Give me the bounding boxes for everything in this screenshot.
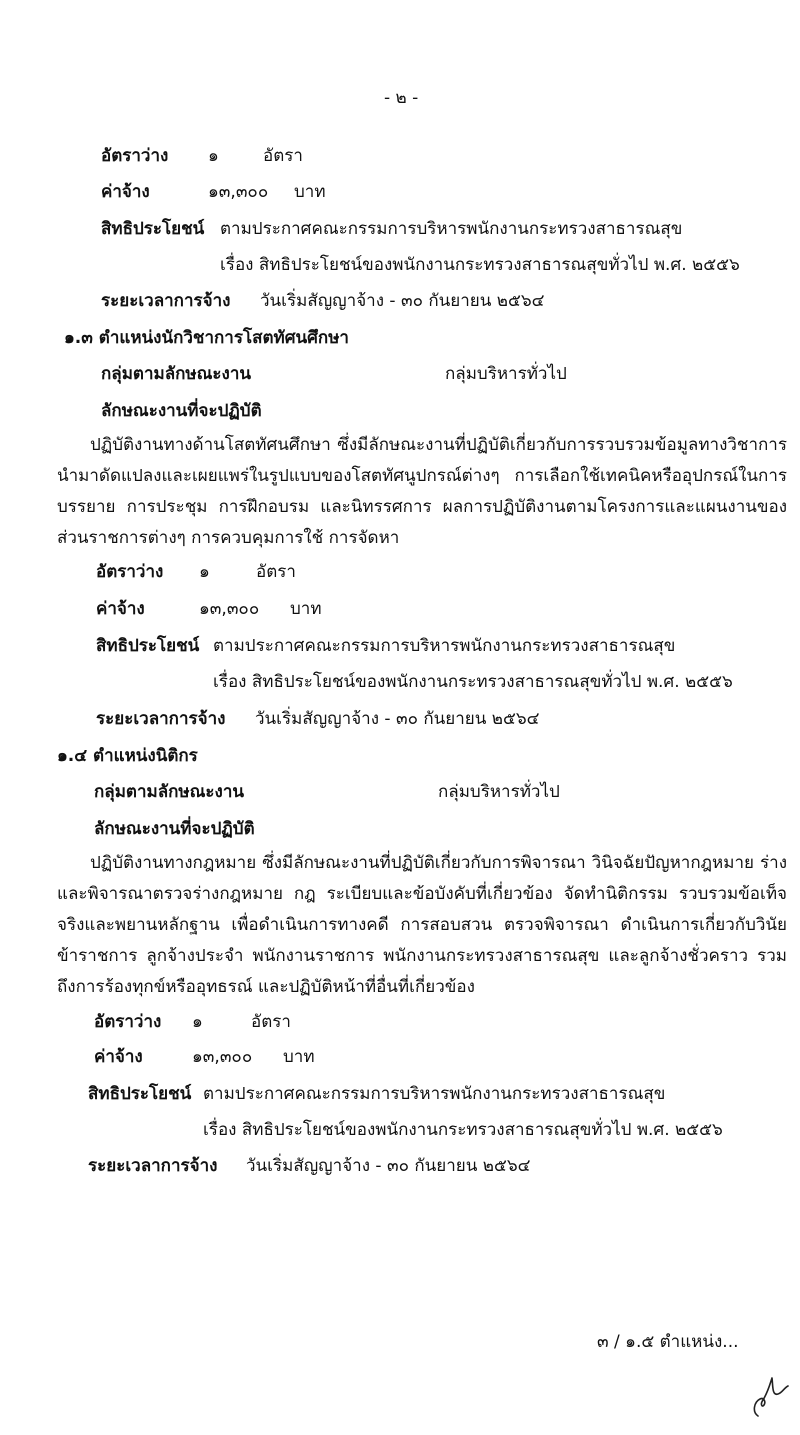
period-value: วันเริ่มสัญญาจ้าง - ๓๐ กันยายน ๒๕๖๔ <box>260 291 545 311</box>
period-label: ระยะเวลาการจ้าง <box>88 1156 218 1176</box>
wage-unit: บาท <box>283 1047 315 1067</box>
wage-unit: บาท <box>294 182 326 202</box>
wage-value: ๑๓,๓๐๐ <box>199 599 260 619</box>
benefit-line-1: ตามประกาศคณะกรรมการบริหารพนักงานกระทรวงสาธารณสุข <box>213 636 676 656</box>
vacancy-number: ๑ <box>192 1012 203 1032</box>
benefit-line-1: ตามประกาศคณะกรรมการบริหารพนักงานกระทรวงสาธารณสุข <box>220 219 683 239</box>
signature-initials-icon <box>748 1372 792 1420</box>
benefit-label: สิทธิประโยชน์ <box>96 636 200 656</box>
group-value: กลุ่มบริหารทั่วไป <box>445 364 567 384</box>
period-label: ระยะเวลาการจ้าง <box>96 709 226 729</box>
vacancy-number: ๑ <box>208 146 219 166</box>
duty-paragraph: ปฏิบัติงานทางด้านโสตทัศนศึกษา ซึ่งมีลักษณะงานที่ปฏิบัติเกี่ยวกับการรวบรวมข้อมูลทางวิชาการ นำมาดัดแปลงและเผยแพร่ในรูปแบบของโสตทัศนูปกรณ์ต่างๆ การเลือกใช้เทคนิคหรืออุปกรณ์ในการบรรยาย การประชุม การฝึกอบรม และนิทรรศการ ผลการปฏิบัติงานตามโครงการและแผนงานของส่วนราชการต่างๆ การควบคุมการใช้ การจัดหา <box>57 435 787 548</box>
wage-value: ๑๓,๓๐๐ <box>192 1047 253 1067</box>
vacancy-unit: อัตรา <box>256 562 296 582</box>
wage-label: ค่าจ้าง <box>101 182 150 202</box>
benefit-line-2: เรื่อง สิทธิประโยชน์ของพนักงานกระทรวงสาธารณสุขทั่วไป พ.ศ. ๒๕๕๖ <box>220 255 740 275</box>
duty-paragraph: ปฏิบัติงานทางกฎหมาย ซึ่งมีลักษณะงานที่ปฏิบัติเกี่ยวกับการพิจารณา วินิจฉัยปัญหากฎหมาย ร่าง และพิจารณาตรวจร่างกฎหมาย กฎ ระเบียบและข้อบังคับที่เกี่ยวข้อง จัดทำนิติกรรม รวบรวมข้อเท็จจริงและพยานหลักฐาน เพื่อดำเนินการทางคดี การสอบสวน ตรวจพิจารณา ดำเนินการเกี่ยวกับวินัยข้าราชการ ลูกจ้างประจำ พนักงานราชการ พนักงานกระทรวงสาธารณสุข และลูกจ้างชั่วคราว รวมถึงการร้องทุกข์หรืออุทธรณ์ และปฏิบัติหน้าที่อื่นที่เกี่ยวข้อง <box>57 853 787 997</box>
vacancy-unit: อัตรา <box>263 146 303 166</box>
group-value: กลุ่มบริหารทั่วไป <box>438 782 560 802</box>
period-label: ระยะเวลาการจ้าง <box>101 291 231 311</box>
benefit-line-2: เรื่อง สิทธิประโยชน์ของพนักงานกระทรวงสาธารณสุขทั่วไป พ.ศ. ๒๕๕๖ <box>213 672 733 692</box>
vacancy-label: อัตราว่าง <box>101 146 169 166</box>
vacancy-unit: อัตรา <box>251 1012 291 1032</box>
period-value: วันเริ่มสัญญาจ้าง - ๓๐ กันยายน ๒๕๖๔ <box>246 1156 531 1176</box>
group-label: กลุ่มตามลักษณะงาน <box>94 782 244 802</box>
period-value: วันเริ่มสัญญาจ้าง - ๓๐ กันยายน ๒๕๖๔ <box>255 709 540 729</box>
wage-label: ค่าจ้าง <box>96 599 145 619</box>
duty-label: ลักษณะงานที่จะปฏิบัติ <box>101 401 262 421</box>
wage-value: ๑๓,๓๐๐ <box>208 182 269 202</box>
benefit-line-1: ตามประกาศคณะกรรมการบริหารพนักงานกระทรวงสาธารณสุข <box>203 1084 666 1104</box>
benefit-line-2: เรื่อง สิทธิประโยชน์ของพนักงานกระทรวงสาธารณสุขทั่วไป พ.ศ. ๒๕๕๖ <box>203 1120 723 1140</box>
vacancy-label: อัตราว่าง <box>96 562 164 582</box>
page-number: - ๒ - <box>384 88 419 108</box>
benefit-label: สิทธิประโยชน์ <box>88 1084 192 1104</box>
section-heading: ๑.๓ ตำแหน่งนักวิชาการโสตทัศนศึกษา <box>64 328 349 348</box>
wage-unit: บาท <box>290 599 322 619</box>
duty-label: ลักษณะงานที่จะปฏิบัติ <box>94 819 255 839</box>
benefit-label: สิทธิประโยชน์ <box>101 219 205 239</box>
vacancy-number: ๑ <box>199 562 210 582</box>
continuation-note: ๓ / ๑.๕ ตำแหน่ง... <box>597 1332 739 1352</box>
section-heading: ๑.๔ ตำแหน่งนิติกร <box>57 746 198 766</box>
group-label: กลุ่มตามลักษณะงาน <box>101 364 251 384</box>
vacancy-label: อัตราว่าง <box>94 1012 162 1032</box>
wage-label: ค่าจ้าง <box>94 1047 143 1067</box>
